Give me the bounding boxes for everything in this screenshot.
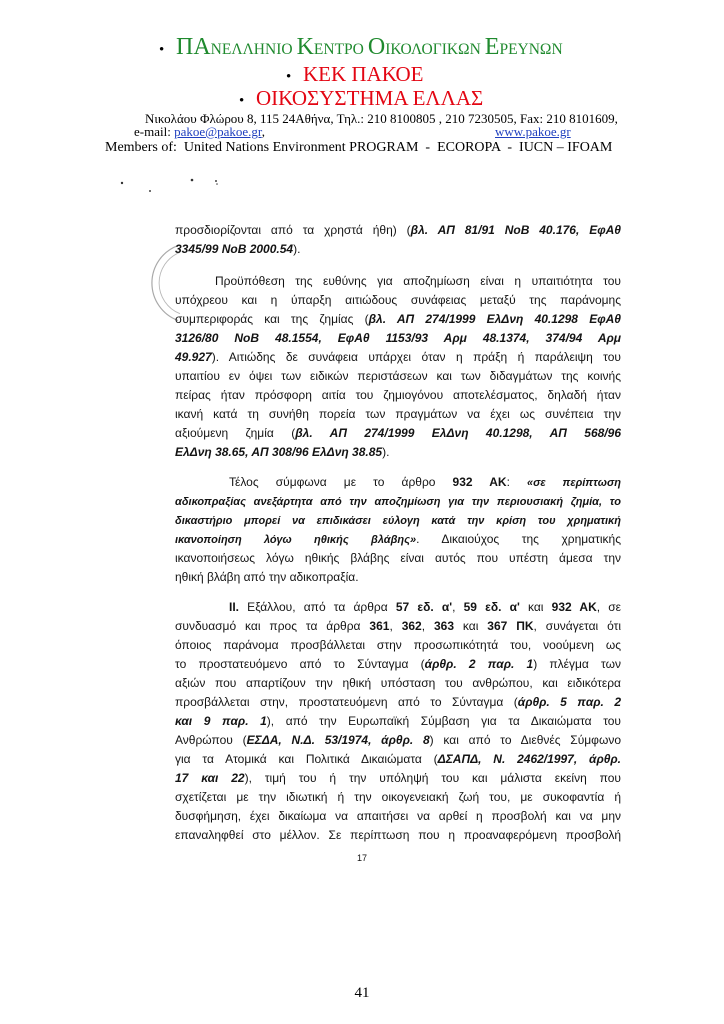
text-run: δυσφήμηση, έχει δικαίωμα να απαιτήσει να αρθεί η προσβολή και να μην: [175, 809, 621, 823]
text-run: το προστατευόμενο από το Σύνταγμα (: [175, 657, 425, 671]
text-run: ΔΣΑΠΔ, Ν. 2462/1997, άρθρ.: [437, 752, 621, 766]
scan-speck: [215, 180, 217, 182]
contact-line: [134, 125, 624, 139]
title-cap: Κ: [296, 34, 314, 60]
text-run: ), από την Ευρωπαϊκή Σύμβαση για τα Δικαιώματα του: [266, 714, 621, 728]
text-run: ηθική βλάβη από την αδικοπραξία.: [175, 570, 359, 584]
title-cap: ΠΑ: [176, 34, 211, 60]
text-run: ) πλέγμα των: [533, 657, 621, 671]
text-line: [175, 636, 621, 655]
text-run: αδικοπραξίας ανεξάρτητα από την αποζημίωση για την περιουσιακή ζημία, το: [175, 496, 621, 508]
text-run: 57 εδ. α': [395, 600, 453, 614]
text-line: [175, 693, 621, 712]
text-run: άρθρ. 5 παρ. 2: [517, 695, 621, 709]
text-line: [175, 386, 621, 405]
text-run: ).: [382, 445, 390, 459]
website-link[interactable]: www.pakoe.gr: [495, 124, 571, 139]
org-title-word: [176, 34, 293, 60]
text-run: βλ. ΑΠ 81/91 ΝοΒ 40.176, ΕφΑθ: [410, 223, 622, 237]
title-cap: Ο: [367, 34, 386, 60]
text-run: και 9 παρ. 1: [175, 714, 267, 728]
text-run: συμπεριφοράς και της ζημίας (: [175, 312, 369, 326]
text-line: [175, 221, 621, 240]
text-run: 3345/99 ΝοΒ 2000.54: [175, 242, 294, 256]
text-line: [175, 348, 621, 367]
text-run: όποιος παράνομα προσβάλλεται στην προσωπικότητά του, νοούμενη ως: [175, 638, 621, 652]
text-line: [175, 598, 621, 617]
ecosystem-heading: [239, 86, 483, 110]
email-separator: ,: [261, 124, 265, 139]
ecosystem-heading-text: ΟΙΚΟΣΥΣΤΗΜΑ ΕΛΛΑΣ: [256, 86, 484, 110]
text-run: σχετίζεται με την ιδιωτική ή την οικογενειακή ζωή του, με συκοφαντία ή: [175, 790, 621, 804]
text-line: [175, 712, 621, 731]
text-run: ΙΙ.: [229, 600, 240, 614]
text-run: 362: [401, 619, 422, 633]
text-run: Τέλος σύμφωνα με το άρθρο: [229, 475, 453, 489]
scan-speck: [121, 182, 123, 184]
kek-heading: [286, 62, 423, 86]
text-run: 361: [369, 619, 390, 633]
paragraph: [175, 598, 621, 845]
text-line: [175, 329, 621, 348]
text-run: και: [454, 619, 488, 633]
text-line: [175, 731, 621, 750]
text-run: 59 εδ. α': [463, 600, 520, 614]
text-line: [175, 424, 621, 443]
email-link[interactable]: pakoe@pakoe.gr: [174, 124, 262, 139]
members-line: Members of: United Nations Environment PROGRAM - ECOROPA - IUCN – IFOAM: [105, 140, 613, 155]
title-rest: ΙΚΟΛΟΓΙΚΩΝ: [385, 41, 481, 58]
text-line: [175, 674, 621, 693]
scan-speck-group: [110, 165, 230, 200]
bullet-icon: •: [159, 42, 165, 58]
text-run: , συνάγεται ότι: [533, 619, 622, 633]
text-run: βλ. ΑΠ 274/1999 ΕλΔνη 40.1298 ΕφΑθ: [368, 312, 621, 326]
text-run: «σε περίπτωση: [527, 477, 621, 489]
text-run: ).: [293, 242, 301, 256]
text-run: ,: [452, 600, 464, 614]
text-line: [175, 511, 621, 530]
text-line: [175, 750, 621, 769]
text-run: Ανθρώπου (: [175, 733, 247, 747]
text-line: [175, 405, 621, 424]
text-run: 367 ΠΚ: [487, 619, 534, 633]
org-title-word: [367, 34, 481, 60]
text-line: [175, 367, 621, 386]
text-run: 363: [433, 619, 454, 633]
text-run: ), τιμή του ή την υπόληψή του και μάλιστα εκείνη που: [244, 771, 621, 785]
bullet-icon: •: [286, 69, 292, 85]
address-line: Νικολάου Φλώρου 8, 115 24Αθήνα, Τηλ.: 210 8100805 , 210 7230505, Fax: 210 8101609,: [145, 111, 618, 126]
text-run: υπαιτίου εν όψει των ειδικών περιστάσεων και των διδαγμάτων της κοινής: [175, 369, 621, 383]
text-run: 3126/80 ΝοΒ 48.1554, ΕφΑθ 1153/93 Αρμ 48.1374, 374/94 Αρμ: [175, 331, 621, 345]
text-run: αξιών που απαρτίζουν την ηθική υπόσταση του ανθρώπου, και ειδικότερα: [175, 676, 621, 690]
text-run: προσδιορίζονται από τα χρηστά ήθη) (: [175, 223, 411, 237]
title-rest: ΕΝΤΡΟ: [313, 41, 364, 58]
text-run: πείρας ήταν πρόσφορη αιτία του ζημιογόνου αποτελέσματος, δηλαδή ήταν: [175, 388, 621, 402]
text-line: [175, 240, 621, 259]
text-run: υπόχρεου και η ύπαρξη αιτιώδους συνάφειας μεταξύ της παράνομης: [175, 293, 621, 307]
text-line: [175, 807, 621, 826]
text-run: ,: [421, 619, 434, 633]
paragraph: [175, 221, 621, 259]
text-line: [175, 826, 621, 845]
kek-heading-text: ΚΕΚ ΠΑΚΟΕ: [303, 62, 424, 86]
text-run: Προϋπόθεση της ευθύνης για αποζημίωση είναι η υπαιτιότητα του: [215, 274, 621, 288]
text-run: ικανοποιήσεως λόγω ηθικής βλάβης είναι αυτός που υπέστη άμεσα την: [175, 551, 621, 565]
title-rest: ΝΕΛΛΗΝΙΟ: [210, 41, 293, 58]
text-line: [175, 549, 621, 568]
text-line: [175, 492, 621, 511]
text-run: αξιούμενη ζημία (: [175, 426, 296, 440]
text-line: [175, 443, 621, 462]
text-run: ικανή κατά τη συνήθη πορεία των πραγμάτων να έχει ως συνέπεια την: [175, 407, 621, 421]
email-label: e-mail:: [134, 124, 175, 139]
title-cap: Ε: [484, 34, 500, 60]
text-line: [175, 291, 621, 310]
text-line: [175, 617, 621, 636]
paragraph: [175, 272, 621, 462]
text-line: [175, 769, 621, 788]
text-run: ) και από το Διεθνές Σύμφωνο: [429, 733, 621, 747]
text-run: δικαστήριο μπορεί να επιδικάσει εύλογη κατά την κρίση του χρηματική: [175, 515, 621, 527]
paragraph: [175, 473, 621, 587]
org-title: [159, 33, 563, 61]
text-line: [175, 655, 621, 674]
text-run: 932 ΑΚ: [452, 475, 507, 489]
scan-speck: [191, 179, 194, 182]
text-run: για τα Ατομικά και Πολιτικά Δικαιώματα (: [175, 752, 438, 766]
scan-speck: [149, 190, 151, 192]
text-line: [175, 473, 621, 492]
page-number: 41: [354, 985, 370, 1001]
text-run: ). Αιτιώδης δε συνάφεια υπάρχει όταν η πράξη ή παράλειψη του: [211, 350, 621, 364]
text-run: και: [519, 600, 552, 614]
text-run: ,: [389, 619, 402, 633]
text-line: [175, 310, 621, 329]
text-run: ικανοποίηση λόγω ηθικής βλάβης»: [175, 534, 417, 546]
text-line: [175, 568, 621, 587]
inner-page-number: 17: [356, 853, 367, 863]
text-run: :: [506, 475, 527, 489]
text-run: , σε: [596, 600, 622, 614]
title-rest: ΡΕΥΝΩΝ: [499, 41, 563, 58]
text-run: προσβάλλεται στην, προστατευόμενη από το Σύνταγμα (: [175, 695, 518, 709]
text-line: [175, 530, 621, 549]
scan-speck: [216, 183, 218, 185]
text-line: [175, 272, 621, 291]
text-run: . Δικαιούχος της χρηματικής: [416, 532, 621, 546]
document-body: [175, 221, 621, 845]
text-run: 49.927: [175, 350, 212, 364]
text-run: βλ. ΑΠ 274/1999 ΕλΔνη 40.1298, ΑΠ 568/96: [295, 426, 621, 440]
text-run: ΕΣΔΑ, Ν.Δ. 53/1974, άρθρ. 8: [246, 733, 430, 747]
org-title-word: [484, 34, 563, 60]
bullet-icon: •: [239, 93, 245, 109]
text-run: 17 και 22: [175, 771, 245, 785]
text-run: 932 ΑΚ: [551, 600, 597, 614]
text-run: άρθρ. 2 παρ. 1: [424, 657, 534, 671]
text-run: ΕλΔνη 38.65, ΑΠ 308/96 ΕλΔνη 38.85: [175, 445, 383, 459]
text-line: [175, 788, 621, 807]
text-run: Εξάλλου, από τα άρθρα: [239, 600, 396, 614]
text-run: επαναληφθεί στο μέλλον. Σε περίπτωση που η προαναφερόμενη προσβολή: [175, 828, 621, 842]
org-title-word: [296, 34, 364, 60]
text-run: συνδυασμό και προς τα άρθρα: [175, 619, 370, 633]
